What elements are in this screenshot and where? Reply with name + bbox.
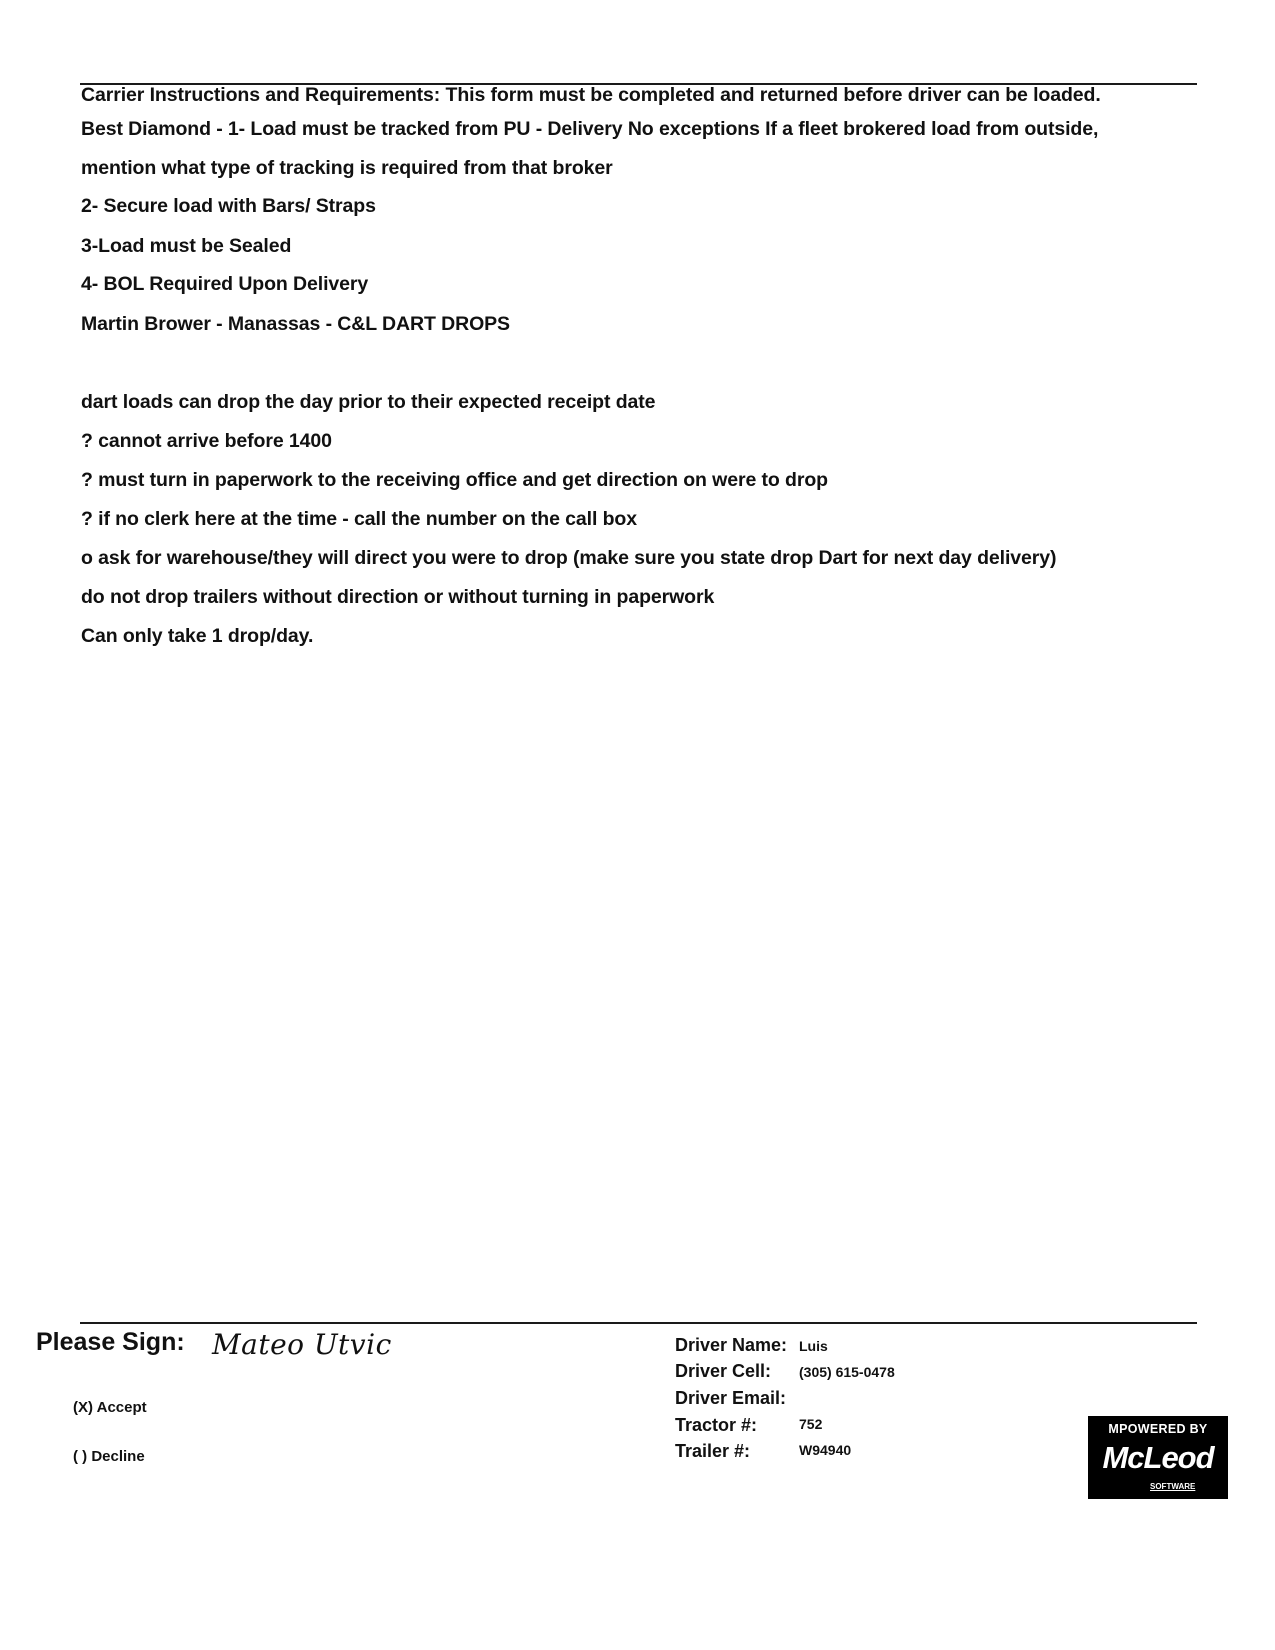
mcleod-logo — [1088, 1416, 1228, 1499]
instruction-line: mention what type of tracking is required from that broker — [81, 157, 613, 179]
bottom-rule — [80, 1322, 1197, 1324]
instruction-line: dart loads can drop the day prior to their expected receipt date — [81, 391, 656, 413]
driver-cell-label: Driver Cell: — [675, 1361, 772, 1381]
driver-name-value: Luis — [799, 1338, 828, 1354]
tractor-label: Tractor #: — [675, 1415, 758, 1435]
instruction-line: ? must turn in paperwork to the receiving office and get direction on were to drop — [81, 469, 828, 491]
driver-email-label: Driver Email: — [675, 1388, 787, 1408]
instruction-line: Best Diamond - 1- Load must be tracked from PU - Delivery No exceptions If a fleet brokered load from outside, — [81, 118, 1099, 140]
accept-option[interactable]: (X) Accept — [73, 1399, 147, 1416]
please-sign-label: Please Sign: — [36, 1328, 185, 1356]
tractor-value: 752 — [799, 1416, 823, 1432]
logo-brand: McLeod — [1102, 1440, 1214, 1475]
instruction-line: Martin Brower - Manassas - C&L DART DROPS — [81, 313, 510, 335]
instruction-line: Can only take 1 drop/day. — [81, 625, 314, 647]
trailer-label: Trailer #: — [675, 1441, 751, 1461]
instruction-line: 2- Secure load with Bars/ Straps — [81, 195, 376, 217]
driver-name-label: Driver Name: — [675, 1335, 788, 1355]
driver-cell-value: (305) 615-0478 — [799, 1364, 895, 1380]
logo-subtitle: SOFTWARE — [1150, 1482, 1196, 1491]
instruction-line: 4- BOL Required Upon Delivery — [81, 273, 369, 295]
instruction-line: Carrier Instructions and Requirements: This form must be completed and returned before driver can be loaded. — [81, 84, 1101, 106]
instruction-line: ? if no clerk here at the time - call the number on the call box — [81, 508, 637, 530]
trailer-value: W94940 — [799, 1442, 852, 1458]
instruction-line: 3-Load must be Sealed — [81, 235, 292, 257]
decline-option[interactable]: ( ) Decline — [73, 1448, 145, 1465]
instruction-line: ? cannot arrive before 1400 — [81, 430, 332, 452]
logo-tagline: MPOWERED BY — [1108, 1422, 1208, 1436]
instruction-line: o ask for warehouse/they will direct you were to drop (make sure you state drop Dart for next day delivery) — [81, 547, 1057, 569]
instruction-line: do not drop trailers without direction or without turning in paperwork — [81, 586, 715, 608]
signature-field[interactable]: Mateo Utvic — [212, 1328, 392, 1361]
